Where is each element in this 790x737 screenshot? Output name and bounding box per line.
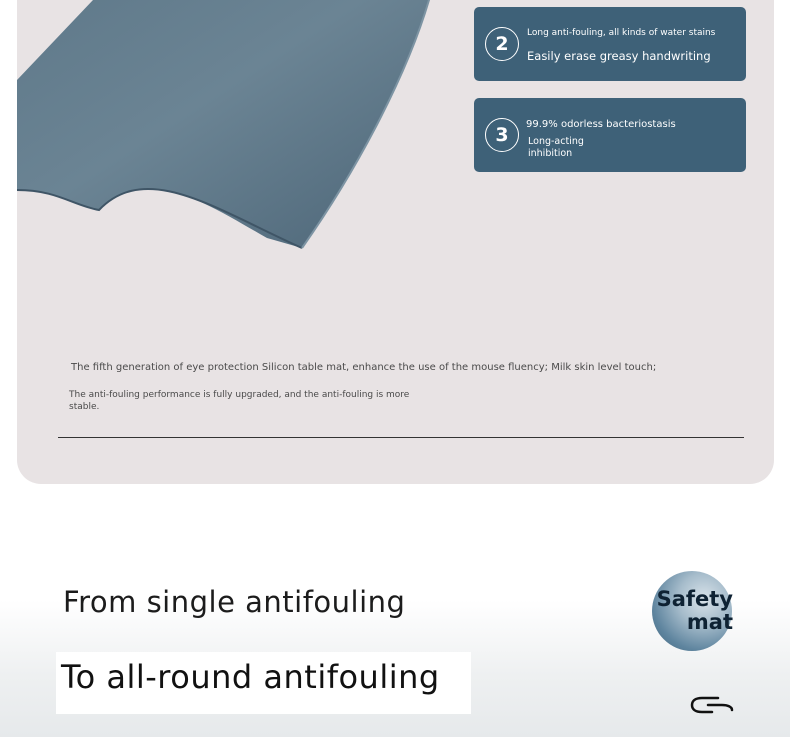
feature-number-badge: 2 xyxy=(485,27,519,61)
safety-mat-label xyxy=(652,588,733,634)
feature-panel-2 xyxy=(474,7,746,81)
silicone-mat-illustration xyxy=(17,0,477,250)
feature-number-badge: 3 xyxy=(485,118,519,152)
feature-line-1: 99.9% odorless bacteriostasis xyxy=(526,119,676,130)
feature-line-2: Easily erase greasy handwriting xyxy=(527,49,711,63)
headline-line-1: From single antifouling xyxy=(63,585,406,619)
divider xyxy=(58,437,744,438)
description-line-2: The anti-fouling performance is fully upgraded, and the anti-fouling is more stable. xyxy=(69,390,410,412)
link-icon xyxy=(690,696,734,714)
description-line-1: The fifth generation of eye protection Silicon table mat, enhance the use of the mouse fluency; Milk skin level touch; xyxy=(71,362,657,373)
safety-mat-label-line-1: Safety xyxy=(656,587,733,611)
feature-line-2: Long-acting inhibition xyxy=(528,136,584,159)
feature-panel-3 xyxy=(474,98,746,172)
feature-line-1: Long anti-fouling, all kinds of water stains xyxy=(527,28,716,38)
product-card xyxy=(17,0,774,484)
safety-mat-label-line-2: mat xyxy=(686,610,733,634)
headline-line-2: To all-round antifouling xyxy=(61,658,440,696)
